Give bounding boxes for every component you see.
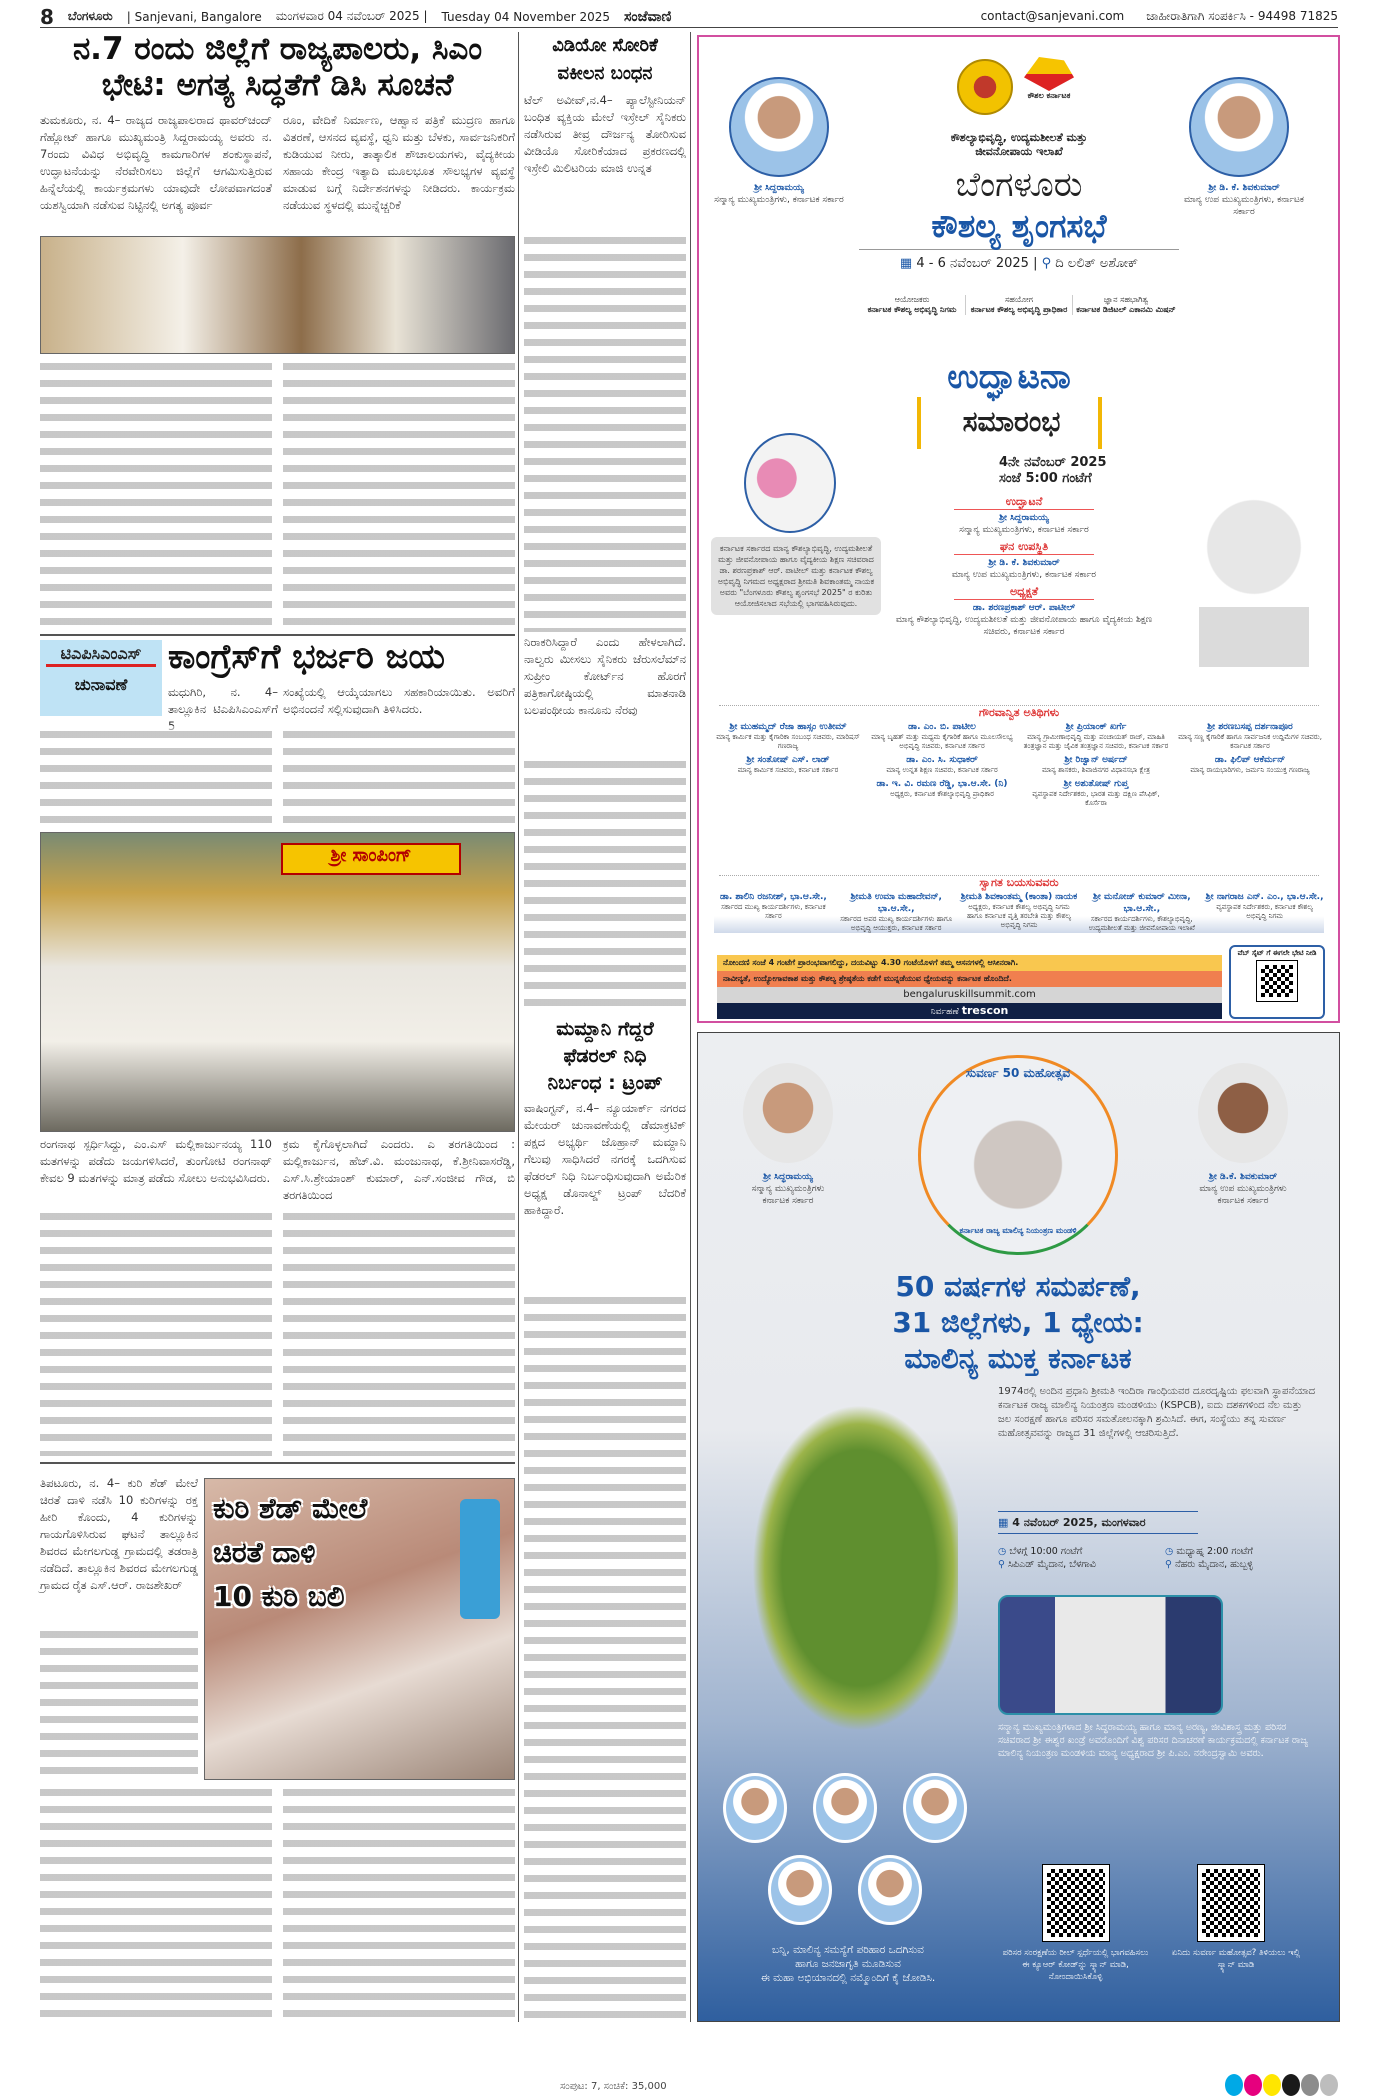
date-kannada: ಮಂಗಳವಾರ 04 ನವೆಂಬರ್ 2025 | bbox=[275, 9, 428, 23]
article2-headline: ಕಾಂಗ್ರೆಸ್‌ಗೆ ಭರ್ಜರಿ ಜಯ bbox=[168, 637, 445, 677]
article3-headline bbox=[213, 1487, 367, 1619]
cm-caption bbox=[718, 1171, 858, 1207]
official-portrait bbox=[903, 1773, 967, 1843]
organiser-name: ಕರ್ನಾಟಕ ಕೌಶಲ್ಯ ಅಭಿವೃದ್ಧಿ ಪ್ರಾಧಿಕಾರ bbox=[970, 305, 1068, 314]
summit-date-venue: ▦ 4 - 6 ನವೆಂಬರ್ 2025 | ⚲ ದಿ ಲಲಿತ್ ಅಶೋಕ್ bbox=[899, 256, 1139, 271]
kspcb-intro: 1974ರಲ್ಲಿ ಅಂದಿನ ಪ್ರಧಾನಿ ಶ್ರೀಮತಿ ಇಂದಿರಾ ಗಾಂಧಿಯವರ ದೂರದೃಷ್ಟಿಯ ಫಲವಾಗಿ ಸ್ಥಾಪನೆಯಾದ ಕರ್ನಾಟಕ ರಾಜ್ಯ ಮಾಲಿನ್ಯ ನಿಯಂತ್ರಣ ಮಂಡಳಿಯು (KSPCB), ಐದು ದಶಕಗಳಿಂದ ನೆಲ ಮತ್ತು ಜಲ ಸಂರಕ್ಷಣೆ ಹಾಗೂ ಪರಿಸರ ಸಮತೋಲನಕ್ಕಾಗಿ ಶ್ರಮಿಸಿದೆ. ಈಗ, ಸಂಸ್ಥೆಯು ತನ್ನ ಸುವರ್ಣ ಮಹೋತ್ಸವವನ್ನು ರಾಜ್ಯದ 31 ಜಿಲ್ಲೆಗಳಲ್ಲಿ ಆಚರಿಸುತ್ತಿದೆ. bbox=[998, 1386, 1316, 1439]
host bbox=[960, 891, 1079, 933]
headline-line: ಮಮ್ದಾನಿ ಗೆದ್ದರೆ bbox=[556, 1018, 654, 1040]
managed-by-label: ನಿರ್ವಹಣೆ bbox=[930, 1007, 959, 1017]
event-date-text: 4 ನವೆಂಬರ್ 2025, ಮಂಗಳವಾರ bbox=[1012, 1516, 1146, 1529]
dcm-portrait bbox=[1198, 1063, 1288, 1163]
person-title: ಕರ್ನಾಟಕ ಸರ್ಕಾರ bbox=[1217, 1196, 1269, 1206]
person-name: ಶ್ರೀ ಡಿ. ಕೆ. ಶಿವಕುಮಾರ್ bbox=[1208, 183, 1280, 193]
article4-headline bbox=[524, 32, 686, 88]
host-name: ಡಾ. ಶಾಲಿನಿ ರಜನೀಶ್, ಭಾ.ಆ.ಸೇ., bbox=[719, 892, 827, 902]
shop-sign: ಶ್ರೀ ಸಾಂಪಿಂಗ್ bbox=[281, 843, 461, 875]
meeting-photo bbox=[744, 433, 836, 533]
guest bbox=[1022, 721, 1170, 751]
role-name: ಡಾ. ಶರಣಪ್ರಕಾಶ್ ಆರ್. ಪಾಟೀಲ್ bbox=[972, 603, 1076, 613]
organiser bbox=[1073, 295, 1179, 315]
organiser-role: ಜ್ಞಾನ ಸಹಭಾಗಿತ್ವ bbox=[1103, 295, 1149, 304]
column-rule bbox=[690, 32, 691, 2022]
color-mark-lightgray bbox=[1320, 2074, 1338, 2096]
host bbox=[714, 891, 833, 933]
role-heading: ಉದ್ಘಾಟನೆ bbox=[954, 495, 1094, 510]
divider bbox=[40, 634, 515, 636]
inauguration-datetime bbox=[999, 455, 1107, 487]
guest bbox=[714, 721, 862, 751]
event-hubballi bbox=[1165, 1545, 1318, 1571]
edition: | Sanjevani, Bangalore bbox=[126, 9, 262, 24]
program-roles bbox=[894, 495, 1154, 638]
article5-body-text bbox=[524, 1292, 686, 2022]
contact-email[interactable]: contact@sanjevani.com bbox=[980, 9, 1125, 23]
print-imprint: ಸಂಪುಟ: 7, ಸಂಚಿಕೆ: 35,000 bbox=[560, 2081, 667, 2092]
article2-body-text bbox=[40, 1208, 272, 1456]
call-to-action bbox=[708, 1943, 988, 1985]
jubilee-info-qr-caption: ಏನಿದು ಸುವರ್ಣ ಮಹೋತ್ಸವ? ತಿಳಿಯಲು ಇಲ್ಲಿ ಸ್ಕ್ಯಾನ್ ಮಾಡಿ bbox=[1171, 1948, 1301, 1970]
article3-body-text bbox=[40, 1626, 198, 1781]
color-mark-magenta bbox=[1244, 2074, 1262, 2096]
guest-name: ಡಾ. ಫಿಲಿಪ್ ಆಕೆರ್ಮನ್ bbox=[1214, 755, 1286, 765]
event-schedule bbox=[998, 1545, 1318, 1571]
reel-contest-qr-caption: ಪರಿಸರ ಸಂರಕ್ಷಣೆಯ ರೀಲ್ ಸ್ಪರ್ಧೆಯಲ್ಲಿ ಭಾಗವಹಿಸಲು ಈ ಕ್ಯೂಆರ್ ಕೋಡ್‌ನ್ನು ಸ್ಕ್ಯಾನ್ ಮಾಡಿ, ನೋಂದಾಯಿಸಿಕೊಳ್ಳಿ bbox=[1002, 1948, 1149, 1982]
kicker-line: ಚುನಾವಣೆ bbox=[74, 675, 128, 694]
person-name: ಶ್ರೀ ಡಿ.ಕೆ. ಶಿವಕುಮಾರ್ bbox=[1208, 1172, 1278, 1182]
kicker-line: ಟಿಎಪಿಸಿಎಂಎಸ್ bbox=[46, 640, 156, 667]
person-title: ಮಾನ್ಯ ಉಪ ಮುಖ್ಯಮಂತ್ರಿಗಳು bbox=[1199, 1184, 1287, 1194]
skill-summit-ad bbox=[697, 35, 1340, 1023]
date-english: Tuesday 04 November 2025 bbox=[441, 9, 610, 24]
inauguration-title: ಉದ್ಘಾಟನಾ bbox=[899, 357, 1119, 397]
logo-text: ಕೌಶಲ ಕರ್ನಾಟಕ bbox=[1027, 91, 1071, 100]
guest-title: ಮಾನ್ಯ ಉನ್ನತ ಶಿಕ್ಷಣ ಸಚಿವರು, ಕರ್ನಾಟಕ ಸರ್ಕಾರ bbox=[886, 766, 998, 774]
welcome-heading: ಸ್ವಾಗತ ಬಯಸುವವರು bbox=[719, 875, 1319, 890]
article2-body-text bbox=[283, 726, 515, 828]
host-name: ಶ್ರೀಮತಿ ಶಿವಕಾಂತಮ್ಮ (ಕಾಂತಾ) ನಾಯಕ bbox=[960, 892, 1078, 902]
host-name: ಶ್ರೀಮತಿ ಉಮಾ ಮಹಾದೇವನ್, ಭಾ.ಆ.ಸೇ., bbox=[850, 892, 942, 914]
guest-title: ವ್ಯವಸ್ಥಾಪಕ ನಿರ್ದೇಶಕರು, ಭಾರತ ಮತ್ತು ದಕ್ಷಿಣ ಪೆಸಿಫಿಕ್, ಕೊರ್ಸೆರಾ bbox=[1032, 790, 1160, 807]
welcome-grid bbox=[714, 891, 1324, 933]
person-title: ಸನ್ಮಾನ್ಯ ಮುಖ್ಯಮಂತ್ರಿಗಳು, ಕರ್ನಾಟಕ ಸರ್ಕಾರ bbox=[714, 195, 844, 205]
guest bbox=[868, 778, 1016, 808]
registration-color-marks bbox=[1225, 2074, 1338, 2096]
clock-icon: ◷ bbox=[1165, 1546, 1174, 1557]
guest-name: ಶ್ರೀ ಶರಣಬಸಪ್ಪ ದರ್ಶನಾಪೂರ bbox=[1207, 722, 1293, 732]
host-name: ಶ್ರೀ ನಾಗರಾಜ ಎನ್. ಎಂ., ಭಾ.ಆ.ಸೇ., bbox=[1205, 892, 1324, 902]
cta-line: ಈ ಮಹಾ ಅಭಿಯಾನದಲ್ಲಿ ನಮ್ಮೊಂದಿಗೆ ಕೈ ಜೋಡಿಸಿ. bbox=[760, 1972, 936, 1984]
color-mark-gray bbox=[1301, 2074, 1319, 2096]
article1-headline bbox=[40, 32, 515, 103]
guest bbox=[868, 754, 1016, 775]
guest-title: ಮಾನ್ಯ ಬೃಹತ್ ಮತ್ತು ಮಧ್ಯಮ ಕೈಗಾರಿಕೆ ಹಾಗೂ ಮೂಲಸೌಲಭ್ಯ ಅಭಿವೃದ್ಧಿ ಸಚಿವರು, ಕರ್ನಾಟಕ ಸರ್ಕಾರ bbox=[871, 733, 1013, 750]
organisers bbox=[859, 295, 1179, 315]
event-time: ಬೆಳಗ್ಗೆ 10:00 ಗಂಟೆಗೆ bbox=[1009, 1546, 1083, 1557]
kspcb-golden-jubilee-ad bbox=[697, 1032, 1340, 2022]
article1-col1: ತುಮಕೂರು, ನ. 4– ರಾಜ್ಯದ ರಾಜ್ಯಪಾಲರಾದ ಥಾವರ್‌ಚಂದ್ ಗೆಹ್ಲೋಟ್ ಹಾಗೂ ಮುಖ್ಯಮಂತ್ರಿ ಸಿದ್ದರಾಮಯ್ಯ ಅವರು ನ. 7ರಂದು ವಿವಿಧ ಅಭಿವೃದ್ಧಿ ಕಾಮಗಾರಿಗಳ ಶಂಕುಸ್ಥಾಪನೆ, ಉದ್ಘಾಟನೆಯನ್ನು ನೆರವೇರಿಸಲು ಜಿಲ್ಲೆಗೆ ಆಗಮಿಸುತ್ತಿರುವ ಹಿನ್ನೆಲೆಯಲ್ಲಿ ಕಾರ್ಯಕ್ರಮಗಳು ಯಾವುದೇ ಲೋಪವಾಗದಂತೆ ಯಶಸ್ವಿಯಾಗಿ ನಡೆಸುವ ನಿಟ್ಟಿನಲ್ಲಿ ಅಗತ್ಯ ಪೂರ್ವ bbox=[40, 113, 272, 212]
page-header bbox=[40, 6, 1338, 28]
organiser-role: ಸಹಯೋಗ bbox=[1005, 295, 1033, 304]
summit-title: ಕೌಶಲ್ಯ ಶೃಂಗಸಭೆ bbox=[859, 207, 1179, 250]
meeting-photo bbox=[40, 236, 515, 354]
role-title: ಸನ್ಮಾನ್ಯ ಮುಖ್ಯಮಂತ್ರಿಗಳು, ಕರ್ನಾಟಕ ಸರ್ಕಾರ bbox=[959, 525, 1089, 535]
official-portrait bbox=[813, 1773, 877, 1843]
page-number: 8 bbox=[40, 4, 54, 29]
host-title: ಅಧ್ಯಕ್ಷರು, ಕರ್ನಾಟಕ ಕೌಶಲ್ಯ ಅಭಿವೃದ್ಧಿ ನಿಗಮ ಹಾಗೂ ಕರ್ನಾಟಕ ವೃತ್ತಿ ತರಬೇತಿ ಮತ್ತು ಕೌಶಲ್ಯ ಅಭಿವೃದ್ಧಿ ನಿಗಮ bbox=[966, 903, 1072, 929]
cm-caption bbox=[709, 182, 849, 206]
host-title: ಸರ್ಕಾರದ ಮುಖ್ಯ ಕಾರ್ಯದರ್ಶಿಗಳು, ಕರ್ನಾಟಕ ಸರ್ಕಾರ bbox=[721, 903, 826, 920]
award-photo-caption: ಸನ್ಮಾನ್ಯ ಮುಖ್ಯಮಂತ್ರಿಗಳಾದ ಶ್ರೀ ಸಿದ್ಧರಾಮಯ್ಯ ಹಾಗೂ ಮಾನ್ಯ ಅರಣ್ಯ, ಜೀವಿಶಾಸ್ತ್ರ ಮತ್ತು ಪರಿಸರ ಸಚಿವರಾದ ಶ್ರೀ ಈಶ್ವರ ಖಂಡ್ರೆ ಅವರೊಂದಿಗೆ ವಿಶ್ವ ಪರಿಸರ ದಿನಾಚರಣೆ ಕಾರ್ಯಕ್ರಮದಲ್ಲಿ ಕರ್ನಾಟಕ ರಾಜ್ಯ ಮಾಲಿನ್ಯ ನಿಯಂತ್ರಣ ಮಂಡಳಿಯ ಮಾನ್ಯ ಅಧ್ಯಕ್ಷರಾದ ಶ್ರೀ ಪಿ.ಎಂ. ನರೇಂದ್ರಸ್ವಾಮಿ ಅವರು. bbox=[998, 1722, 1308, 1759]
inauguration-date: 4ನೇ ನವೆಂಬರ್ 2025 bbox=[999, 455, 1107, 470]
organiser-role: ಆಯೋಜಕರು bbox=[894, 295, 930, 304]
guest bbox=[868, 721, 1016, 751]
headline-line: ನಿರ್ಬಂಧ : ಟ್ರಂಪ್ bbox=[547, 1072, 663, 1094]
organiser bbox=[966, 295, 1073, 315]
official-portraits bbox=[718, 1773, 968, 1933]
host bbox=[1205, 891, 1324, 933]
article4-lead: ಟೆಲ್ ಅವೀವ್,ನ.4– ಪ್ಯಾಲೆಸ್ಟೀನಿಯನ್ ಬಂಧಿತ ವ್ಯಕ್ತಿಯ ಮೇಲೆ ಇಸ್ರೇಲ್ ಸೈನಿಕರು ನಡೆಸಿರುವ ತೀವ್ರ ದೌರ್ಜನ್ಯ ತೋರಿಸುವ ವೀಡಿಯೊ ಸೋರಿಕೆಯಾದ ಪ್ರಕರಣದಲ್ಲಿ ಇಸ್ರೇಲಿ ಮಿಲಿಟರಿಯ ಮಾಜಿ ಉನ್ನತ bbox=[524, 93, 686, 175]
column-rule bbox=[518, 32, 519, 2022]
role-title: ಮಾನ್ಯ ಉಪ ಮುಖ್ಯಮಂತ್ರಿಗಳು, ಕರ್ನಾಟಕ ಸರ್ಕಾರ bbox=[951, 570, 1097, 580]
summit-venue: ದಿ ಲಲಿತ್ ಅಶೋಕ್ bbox=[1055, 256, 1139, 271]
dept-line: ಕೌಶಲ್ಯಾಭಿವೃದ್ಧಿ, ಉದ್ಯಮಶೀಲತೆ ಮತ್ತು bbox=[950, 131, 1088, 144]
cta-line: ಹಾಗೂ ಜನಜಾಗೃತಿ ಮೂಡಿಸುವ bbox=[795, 1958, 901, 1970]
event-place: ನೆಹರು ಮೈದಾನ, ಹುಬ್ಬಳ್ಳಿ bbox=[1175, 1559, 1254, 1570]
seal-bottom-text: ಕರ್ನಾಟಕ ರಾಜ್ಯ ಮಾಲಿನ್ಯ ನಿಯಂತ್ರಣ ಮಂಡಳಿ bbox=[959, 1226, 1077, 1235]
award-photo bbox=[998, 1595, 1223, 1715]
role-title: ಮಾನ್ಯ ಕೌಶಲ್ಯಾಭಿವೃದ್ಧಿ, ಉದ್ಯಮಶೀಲತೆ ಮತ್ತು ಜೀವನೋಪಾಯ ಹಾಗೂ ವೈದ್ಯಕೀಯ ಶಿಕ್ಷಣ ಸಚಿವರು, ಕರ್ನಾಟಕ ಸರ್ಕಾರ bbox=[895, 615, 1153, 637]
organiser bbox=[859, 295, 966, 315]
guest-title: ಮಾನ್ಯ ರಾಯಭಾರಿಗಳು, ಜರ್ಮನಿ ಸಂಯುಕ್ತ ಗಣರಾಜ್ಯ bbox=[1190, 766, 1310, 774]
host-title: ಸರ್ಕಾರದ ಕಾರ್ಯದರ್ಶಿಗಳು, ಕೌಶಲ್ಯಾಭಿವೃದ್ಧಿ, ಉದ್ಯಮಶೀಲತೆ ಮತ್ತು ಜೀವನೋಪಾಯ ಇಲಾಖೆ bbox=[1088, 915, 1195, 932]
guests-grid bbox=[714, 721, 1324, 808]
article3-body-text bbox=[283, 1784, 515, 2022]
jubilee-info-qr[interactable] bbox=[1198, 1865, 1264, 1941]
guest bbox=[1176, 754, 1324, 775]
mission-band: ನಾವೀನ್ಯತೆ, ಉದ್ಯೋಗಾವಕಾಶ ಮತ್ತು ಕೌಶಲ್ಯ ಶ್ರೇಷ್ಠತೆಯ ಕಡೆಗೆ ಮುನ್ನಡೆಯುವ ಧ್ಯೇಯವನ್ನು ಕರ್ನಾಟಕ ಹೊಂದಿದೆ. bbox=[717, 971, 1222, 987]
guest-title: ಮಾನ್ಯ ಕಾರ್ಮಿಕ ಮತ್ತು ಕೈಗಾರಿಕಾ ಸಂಬಂಧ ಸಚಿವರು, ಮಾರಿಷಸ್ ಗಣರಾಜ್ಯ bbox=[716, 733, 860, 750]
article2-below-col1: ರಂಗನಾಥ ಸ್ಪರ್ಧಿಸಿದ್ದು, ಎಂ.ಎಸ್ ಮಲ್ಲಿಕಾರ್ಜುನಯ್ಯ 110 ಮತಗಳನ್ನು ಪಡೆದು ಜಯಗಳಿಸಿದರೆ, ತುಂಗೋಟಿ ರಂಗನಾಥ್ ಕೇವಲ 9 ಮತಗಳನ್ನು ಮಾತ್ರ ಪಡೆದು ಸೋಲು ಅನುಭವಿಸಿದರು. bbox=[40, 1137, 272, 1185]
person-title: ಕರ್ನಾಟಕ ಸರ್ಕಾರ bbox=[762, 1196, 814, 1206]
organiser-name: ಕರ್ನಾಟಕ ಡಿಜಿಟಲ್ ಎಕಾನಮಿ ಮಿಷನ್ bbox=[1076, 305, 1176, 314]
election-kicker bbox=[40, 640, 162, 716]
article1-col2: ರೂಂ, ವೇದಿಕೆ ನಿರ್ಮಾಣ, ಆಹ್ವಾನ ಪತ್ರಿಕೆ ಮುದ್ರಣ ಹಾಗೂ ವಿತರಣೆ, ಆಸನದ ವ್ಯವಸ್ಥೆ, ಧ್ವನಿ ಮತ್ತು ಬೆಳಕು, ಸಾರ್ವಜನಿಕರಿಗೆ ಕುಡಿಯುವ ನೀರು, ತಾತ್ಕಾಲಿಕ ಶೌಚಾಲಯಗಳು, ವೈದ್ಯಕೀಯ ಸಹಾಯ ಕೇಂದ್ರ ಇತ್ಯಾದಿ ಮೂಲಭೂತ ಸೌಲಭ್ಯಗಳ ವ್ಯವಸ್ಥೆ ಮಾಡುವ ಬಗ್ಗೆ ನಿರ್ದೇಶನಗಳನ್ನು ನೀಡಿದರು. ಕಾರ್ಯಕ್ರಮ ನಡೆಯುವ ಸ್ಥಳದಲ್ಲಿ ಮುನ್ನೆಚ್ಚರಿಕೆ bbox=[283, 113, 515, 212]
karnataka-map-illustration bbox=[738, 1383, 958, 1753]
summit-website[interactable]: bengaluruskillsummit.com bbox=[717, 987, 1222, 1003]
role-name: ಶ್ರೀ ಸಿದ್ದರಾಮಯ್ಯ bbox=[999, 513, 1049, 523]
ad-contact: ಜಾಹೀರಾತಿಗಾಗಿ ಸಂಪರ್ಕಿಸಿ - 94498 71825 bbox=[1146, 9, 1338, 23]
headline-line: ವಕೀಲನ ಬಂಧನ bbox=[557, 63, 653, 84]
registration-band: ನೋಂದಣಿ ಸಂಜೆ 4 ಗಂಟೆಗೆ ಪ್ರಾರಂಭವಾಗಲಿದ್ದು, ದಯವಿಟ್ಟು 4.30 ಗಂಟೆಯೊಳಗೆ ತಮ್ಮ ಆಸನಗಳಲ್ಲಿ ಆಸೀನರಾಗಿ. bbox=[717, 955, 1222, 971]
event-belagavi bbox=[998, 1545, 1151, 1571]
inauguration-subtitle: ಸಮಾರಂಭ bbox=[962, 405, 1061, 438]
location-pin-icon: ⚲ bbox=[998, 1559, 1005, 1570]
article4-mid: ನಿರಾಕರಿಸಿದ್ದಾರೆ ಎಂದು ಹೇಳಲಾಗಿದೆ. ನಾಲ್ವರು ಮೀಸಲು ಸೈನಿಕರು ಜೆರುಸಲೆಮ್‌ನ ಸುಪ್ರೀಂ ಕೋರ್ಟ್‌ನ ಹೊರಗೆ ಪತ್ರಿಕಾಗೋಷ್ಠಿಯಲ್ಲಿ ಮಾತನಾಡಿ ಬಲಪಂಥೀಯ ಕಾನೂನು ನೆರವು bbox=[524, 635, 686, 717]
article2-below-col2: ಕ್ರಮ ಕೈಗೊಳ್ಳಲಾಗಿದೆ ಎಂದರು. ಎ ತರಗತಿಯಿಂದ : ಮಲ್ಲಿಕಾರ್ಜುನ, ಹೆಚ್.ವಿ. ಮಂಜುನಾಥ, ಕೆ.ಶ್ರೀನಿವಾಸರೆಡ್ಡಿ, ಎಸ್.ಸಿ.ಶ್ರೇಯಾಂಶ್ ಕುಮಾರ್, ಎನ್.ಸಂಜೀವ ಗೌಡ, ಬಿ ತರಗತಿಯಿಂದ bbox=[283, 1137, 515, 1202]
summit-title-city: ಬೆಂಗಳೂರು bbox=[955, 165, 1083, 205]
karnataka-emblem-icon bbox=[957, 59, 1013, 115]
person-name: ಶ್ರೀ ಸಿದ್ದರಾಮಯ್ಯ bbox=[754, 183, 804, 193]
role-heading: ಘನ ಉಪಸ್ಥಿತಿ bbox=[954, 540, 1094, 555]
article1-body-text bbox=[40, 358, 272, 630]
meeting-photo-caption: ಕರ್ನಾಟಕ ಸರ್ಕಾರದ ಮಾನ್ಯ ಕೌಶಲ್ಯಾಭಿವೃದ್ಧಿ, ಉದ್ಯಮಶೀಲತೆ ಮತ್ತು ಜೀವನೋಪಾಯ ಹಾಗೂ ವೈದ್ಯಕೀಯ ಶಿಕ್ಷಣ ಸಚಿವರಾದ ಡಾ. ಶರಣಪ್ರಕಾಶ್ ಆರ್. ಪಾಟೀಲ್ ಮತ್ತು ಕರ್ನಾಟಕ ಕೌಶಲ್ಯ ಅಭಿವೃದ್ಧಿ ನಿಗಮದ ಅಧ್ಯಕ್ಷರಾದ ಶ್ರೀಮತಿ ಶಿವಕಾಂತಮ್ಮ ನಾಯಕ ಅವರು "ಬೆಂಗಳೂರು ಕೌಶಲ್ಯ ಶೃಂಗಸಭೆ 2025" ರ ಕುರಿತು ಆಯೋಜಿಸಲಾದ ಸಭೆಯಲ್ಲಿ ಭಾಗವಹಿಸಿರುವುದು. bbox=[711, 537, 881, 615]
farmer-figure bbox=[460, 1499, 500, 1619]
guest-name: ಡಾ. ಇ. ವಿ. ರಮಣ ರೆಡ್ಡಿ, ಭಾ.ಆ.ಸೇ. (ನಿ) bbox=[876, 779, 1008, 789]
article5-headline bbox=[524, 1016, 686, 1097]
host bbox=[837, 891, 956, 933]
location-pin-icon: ⚲ bbox=[1165, 1559, 1172, 1570]
dcm-caption bbox=[1173, 1171, 1313, 1207]
masthead-logo: ಸಂಜೆವಾಣಿ bbox=[624, 8, 672, 25]
qr-caption: ವೆಬ್ ಸೈಟ್ ಗೆ ಈಗಲೇ ಭೇಟಿ ನೀಡಿ bbox=[1237, 949, 1317, 957]
host-title: ವ್ಯವಸ್ಥಾಪಕ ನಿರ್ದೇಶಕರು, ಕರ್ನಾಟಕ ಕೌಶಲ್ಯ ಅಭಿವೃದ್ಧಿ ನಿಗಮ bbox=[1216, 903, 1313, 920]
guest-name: ಶ್ರೀ ಸಂತೋಷ್ ಎಸ್. ಲಾಡ್ bbox=[746, 755, 830, 765]
guest-name: ಡಾ. ಎಂ. ಸಿ. ಸುಧಾಕರ್ bbox=[906, 755, 978, 765]
guest-title: ಮಾನ್ಯ ಗ್ರಾಮೀಣಾಭಿವೃದ್ಧಿ ಮತ್ತು ಪಂಚಾಯತ್ ರಾಜ್, ಮಾಹಿತಿ ತಂತ್ರಜ್ಞಾನ ಮತ್ತು ಜೈವಿಕ ತಂತ್ರಜ್ಞಾನ ಸಚಿವರು, ಕರ್ನಾಟಕ ಸರ್ಕಾರ bbox=[1023, 733, 1169, 750]
guest-name: ಡಾ. ಎಂ. ಬಿ. ಪಾಟೀಲ bbox=[908, 722, 976, 732]
guest-name: ಶ್ರೀ ಮುಹಮ್ಮದ್ ರೆಜಾ ಹಾಸ್ಸಂ ಉತೀಮ್ bbox=[729, 722, 847, 732]
guest-title: ಮಾನ್ಯ ಸಣ್ಣ ಕೈಗಾರಿಕೆ ಹಾಗೂ ಸಾರ್ವಜನಿಕ ಉದ್ದಿಮೆಗಳ ಸಚಿವರು, ಕರ್ನಾಟಕ ಸರ್ಕಾರ bbox=[1178, 733, 1322, 750]
dcm-caption bbox=[1174, 182, 1314, 218]
role-heading: ಅಧ್ಯಕ್ಷತೆ bbox=[954, 585, 1094, 600]
reel-contest-qr[interactable] bbox=[1043, 1865, 1109, 1941]
inauguration-time: ಸಂಜೆ 5:00 ಗಂಟೆಗೆ bbox=[999, 471, 1092, 486]
website-qr-box[interactable] bbox=[1229, 945, 1325, 1019]
article4-body-text bbox=[524, 232, 686, 632]
guest bbox=[714, 754, 862, 775]
headline-line: ಫೆಡರಲ್ ನಿಧಿ bbox=[563, 1045, 647, 1067]
person-name: ಶ್ರೀ ಸಿದ್ಧರಾಮಯ್ಯ bbox=[763, 1172, 813, 1182]
official-portrait bbox=[858, 1855, 922, 1925]
guests-heading: ಗೌರವಾನ್ವಿತ ಅತಿಥಿಗಳು bbox=[719, 705, 1319, 720]
article2-body-text bbox=[283, 1208, 515, 1456]
guest-title: ಅಧ್ಯಕ್ಷರು, ಕರ್ನಾಟಕ ಕೌಶಲ್ಯಾಭಿವೃದ್ಧಿ ಪ್ರಾಧಿಕಾರ bbox=[890, 790, 994, 798]
guest-name: ಶ್ರೀ ಪ್ರಿಯಾಂಕ್ ಖರ್ಗೆ bbox=[1065, 722, 1127, 732]
divider bbox=[40, 1462, 515, 1464]
event-date bbox=[998, 1511, 1198, 1534]
headline-line: 50 ವರ್ಷಗಳ ಸಮರ್ಪಣೆ, bbox=[895, 1270, 1141, 1303]
color-mark-cyan bbox=[1225, 2074, 1243, 2096]
article2-lead: ಮಧುಗಿರಿ, ನ. 4– ತಾಲ್ಲೂಕಿನ ಟಿಎಪಿಸಿಎಂಎಸ್‌ಗೆ bbox=[168, 685, 278, 716]
guest-title: ಮಾನ್ಯ ಕಾರ್ಮಿಕ ಸಚಿವರು, ಕರ್ನಾಟಕ ಸರ್ಕಾರ bbox=[737, 766, 839, 774]
color-mark-yellow bbox=[1263, 2074, 1281, 2096]
person-title: ಮಾನ್ಯ ಉಪ ಮುಖ್ಯಮಂತ್ರಿಗಳು, ಕರ್ನಾಟಕ ಸರ್ಕಾರ bbox=[1184, 195, 1304, 217]
headline-line: ಚಿರತೆ ದಾಳಿ bbox=[213, 1536, 316, 1569]
guest-name: ಶ್ರೀ ರಿಜ್ವಾನ್ ಅರ್ಷದ್ bbox=[1064, 755, 1128, 765]
qr-code[interactable] bbox=[1257, 961, 1297, 1001]
article1-body-text bbox=[283, 358, 515, 630]
official-portrait bbox=[723, 1773, 787, 1843]
calendar-icon: ▦ bbox=[899, 256, 913, 271]
guest bbox=[1176, 721, 1324, 751]
seal-top-text: ಸುವರ್ಣ 50 ಮಹೋತ್ಸವ bbox=[965, 1066, 1071, 1080]
dcm-portrait bbox=[1189, 77, 1289, 177]
person-title: ಸನ್ಮಾನ್ಯ ಮುಖ್ಯಮಂತ್ರಿಗಳು bbox=[751, 1184, 825, 1194]
article2-body-text bbox=[40, 726, 272, 828]
event-place: ಸಿಪಿಎಡ್ ಮೈದಾನ, ಬೆಳಗಾವಿ bbox=[1008, 1559, 1096, 1570]
guest-name: ಶ್ರೀ ಅಶುತೋಷ್ ಗುಪ್ತ bbox=[1063, 779, 1129, 789]
guest bbox=[1022, 754, 1170, 775]
ad2-headline bbox=[758, 1269, 1278, 1377]
article3-body-text bbox=[40, 1784, 272, 2022]
article4-body-text bbox=[524, 756, 686, 1008]
headline-line: 10 ಕುರಿ ಬಲಿ bbox=[213, 1580, 345, 1613]
lightbulb-illustration bbox=[1199, 467, 1309, 667]
event-time: ಮಧ್ಯಾಹ್ನ 2:00 ಗಂಟೆಗೆ bbox=[1176, 1546, 1253, 1557]
location-pin-icon: ⚲ bbox=[1041, 256, 1052, 271]
election-winners-photo bbox=[40, 832, 515, 1132]
headline-line: ನ.7 ರಂದು ಜಿಲ್ಲೆಗೆ ರಾಜ್ಯಪಾಲರು, ಸಿಎಂ bbox=[72, 31, 483, 67]
managed-by bbox=[717, 1003, 1222, 1019]
host-name: ಶ್ರೀ ಮನೋಜ್ ಕುಮಾರ್ ಮೀನಾ, ಭಾ.ಆ.ಸೇ., bbox=[1092, 892, 1191, 914]
calendar-icon: ▦ bbox=[998, 1516, 1009, 1529]
department-name bbox=[869, 131, 1169, 159]
dept-line: ಜೀವನೋಪಾಯ ಇಲಾಖೆ bbox=[975, 145, 1063, 158]
trescon-logo: trescon bbox=[961, 1004, 1009, 1017]
article5-lead: ವಾಷಿಂಗ್ಟನ್, ನ.4– ನ್ಯೂಯಾರ್ಕ್ ನಗರದ ಮೇಯರ್ ಚುನಾವಣೆಯಲ್ಲಿ ಡೆಮಾಕ್ರಟಿಕ್ ಪಕ್ಷದ ಅಭ್ಯರ್ಥಿ ಜೊಹ್ರಾನ್ ಮಮ್ದಾನಿ ಗೆಲುವು ಸಾಧಿಸಿದರೆ ನಗರಕ್ಕೆ ಒದಗಿಸುವ ಫೆಡರಲ್ ನಿಧಿ ನಿರ್ಬಂಧಿಸುವುದಾಗಿ ಅಮೆರಿಕ ಅಧ್ಯಕ್ಷ ಡೊನಾಲ್ಡ್ ಟ್ರಂಪ್ ಬೆದರಿಕೆ ಹಾಕಿದ್ದಾರೆ. bbox=[524, 1101, 686, 1217]
headline-line: ಕುರಿ ಶೆಡ್ ಮೇಲೆ bbox=[213, 1492, 368, 1525]
guest-title: ಮಾನ್ಯ ಶಾಸಕರು, ಶಿವಾಜಿನಗರ ವಿಧಾನಸಭಾ ಕ್ಷೇತ್ರ bbox=[1041, 766, 1150, 774]
headline-line: ಮಾಲಿನ್ಯ ಮುಕ್ತ ಕರ್ನಾಟಕ bbox=[904, 1342, 1132, 1375]
cm-portrait bbox=[729, 77, 829, 177]
clock-icon: ◷ bbox=[998, 1546, 1007, 1557]
city: ಬೆಂಗಳೂರು bbox=[67, 9, 113, 23]
official-portrait bbox=[768, 1855, 832, 1925]
headline-line: ಭೇಟಿ: ಅಗತ್ಯ ಸಿದ್ಧತೆಗೆ ಡಿಸಿ ಸೂಚನೆ bbox=[101, 66, 454, 103]
host bbox=[1082, 891, 1201, 933]
color-mark-black bbox=[1282, 2074, 1300, 2096]
article3-lead: ತಿಪಟೂರು, ನ. 4– ಕುರಿ ಶೆಡ್ ಮೇಲೆ ಚಿರತೆ ದಾಳಿ ನಡೆಸಿ 10 ಕುರಿಗಳನ್ನು ರಕ್ತ ಹೀರಿ ಕೊಂದು, 4 ಕುರಿಗಳನ್ನು ಗಾಯಗೊಳಿಸಿರುವ ಘಟನೆ ತಾಲ್ಲೂಕಿನ ಶಿವರದ ಮೇಗಲಗುಡ್ಡ ಗ್ರಾಮದಲ್ಲಿ ತಡರಾತ್ರಿ ನಡೆದಿದೆ. ತಾಲ್ಲೂಕಿನ ಶಿವರದ ಮೇಗಲಗುಡ್ಡ ಗ್ರಾಮದ ರೈತ ಎಸ್.ಆರ್. ರಾಜಶೇಖರ್ bbox=[40, 1476, 198, 1592]
headline-line: 31 ಜಿಲ್ಲೆಗಳು, 1 ಧ್ಯೇಯ: bbox=[892, 1306, 1144, 1339]
summit-dates: 4 - 6 ನವೆಂಬರ್ 2025 bbox=[916, 256, 1029, 271]
host-title: ಸರ್ಕಾರದ ಅಪರ ಮುಖ್ಯ ಕಾರ್ಯದರ್ಶಿಗಳು ಹಾಗೂ ಅಭಿವೃದ್ಧಿ ಆಯುಕ್ತರು, ಕರ್ನಾಟಕ ಸರ್ಕಾರ bbox=[840, 915, 953, 932]
article2-col2: ಸಂಖ್ಯೆಯಲ್ಲಿ ಆಯ್ಕೆಯಾಗಲು ಸಹಕಾರಿಯಾಯಿತು. ಅವರಿಗೆ ಅಭಿನಂದನೆ ಸಲ್ಲಿಸುವುದಾಗಿ ತಿಳಿಸಿದರು. bbox=[283, 685, 515, 716]
guest bbox=[1022, 778, 1170, 808]
role-name: ಶ್ರೀ ಡಿ. ಕೆ. ಶಿವಕುಮಾರ್ bbox=[988, 558, 1060, 568]
headline-line: ವಿಡಿಯೋ ಸೋರಿಕೆ bbox=[552, 35, 658, 56]
golden-jubilee-seal bbox=[918, 1055, 1118, 1255]
leopard-attack-photo bbox=[204, 1478, 515, 1780]
organiser-name: ಕರ್ನಾಟಕ ಕೌಶಲ್ಯ ಅಭಿವೃದ್ಧಿ ನಿಗಮ bbox=[867, 305, 957, 314]
cm-portrait bbox=[743, 1063, 833, 1163]
cta-line: ಬನ್ನಿ, ಮಾಲಿನ್ಯ ಸಮಸ್ಯೆಗೆ ಪರಿಹಾರ ಒದಗಿಸುವ bbox=[772, 1944, 924, 1956]
kaushala-karnataka-logo bbox=[1024, 57, 1074, 100]
